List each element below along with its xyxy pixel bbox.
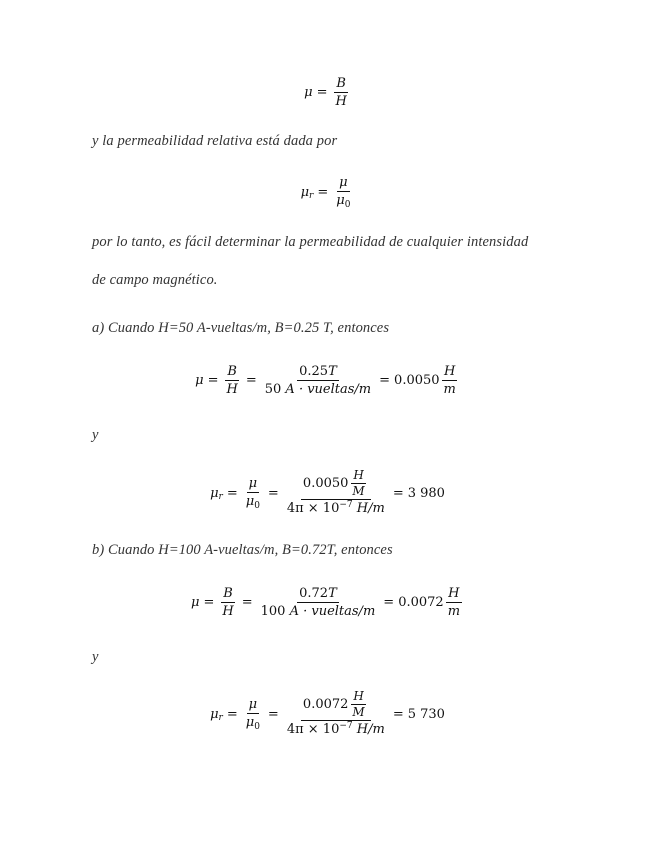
eq5-f2-numerator (297, 586, 339, 603)
eq5-unit-numerator: H (448, 586, 460, 601)
eq6-num-unit-den: M (352, 705, 365, 719)
eq5-lhs: μ (190, 595, 200, 610)
equation-case-a-permeability (0, 364, 655, 397)
eq5-equals-3: = (383, 595, 395, 610)
equation-permeability (0, 76, 655, 109)
eq3-unit-denominator: m (443, 382, 456, 397)
eq4-f1-den-symbol: μ (245, 494, 255, 509)
equation-relative-permeability (0, 175, 655, 210)
eq6-den-unit: H/m (356, 722, 385, 737)
eq6-num-value: 0.0072 (302, 697, 349, 712)
equation-case-b-permeability (0, 586, 655, 619)
eq2-numerator: μ (339, 175, 348, 190)
eq6-num-unit-fraction (350, 690, 366, 719)
eq1-numerator: B (336, 76, 346, 91)
eq5-equals-2: = (241, 595, 253, 610)
eq3-equals-2: = (245, 373, 257, 388)
eq3-result: 0.0050 (394, 373, 440, 388)
eq4-result: 3 980 (407, 486, 445, 501)
eq6-equals-3: = (392, 707, 404, 722)
eq3-fraction-2 (263, 364, 373, 397)
eq5-f1-numerator: B (223, 586, 233, 601)
eq3-unit-fraction (442, 364, 458, 397)
eq3-f1-numerator: B (227, 364, 237, 379)
eq4-num-unit-den: M (352, 484, 365, 498)
eq1-fraction (334, 76, 349, 109)
eq4-num-value: 0.0050 (302, 476, 349, 491)
eq4-den-exponent: −7 (339, 500, 353, 510)
eq3-unit-numerator: H (444, 364, 456, 379)
eq6-lhs (210, 707, 223, 722)
eq4-f1-den-subscript: 0 (254, 501, 260, 511)
eq3-f2-den-unit: A · vueltas/m (285, 382, 372, 397)
eq6-f1-den-symbol: μ (245, 715, 255, 730)
eq6-equals-2: = (267, 707, 279, 722)
case-a-heading: a) Cuando H=50 A-vueltas/m, B=0.25 T, entonces (92, 320, 390, 336)
eq3-f2-num-unit: T (328, 364, 337, 379)
eq5-unit-fraction (446, 586, 462, 619)
eq6-equals-1: = (226, 707, 238, 722)
eq4-fraction-2 (285, 469, 387, 518)
equation-case-a-relative (0, 469, 655, 518)
eq6-result: 5 730 (407, 707, 445, 722)
eq4-equals-2: = (267, 486, 279, 501)
connector-y-2: y (92, 649, 99, 665)
eq2-den-symbol: μ (336, 193, 345, 208)
eq5-equals-1: = (203, 595, 215, 610)
eq4-lhs (210, 486, 223, 501)
eq6-f2-numerator (301, 690, 371, 721)
eq6-f1-numerator: μ (248, 697, 258, 712)
eq5-f1-denominator: H (222, 604, 234, 619)
eq5-f2-denominator (259, 603, 378, 619)
eq3-f2-num-value: 0.25 (299, 364, 329, 379)
eq6-lhs-subscript: r (218, 712, 223, 723)
eq6-fraction-2 (285, 690, 387, 739)
eq4-equals-3: = (392, 486, 404, 501)
eq1-lhs: μ (304, 85, 313, 100)
eq3-f2-numerator (297, 364, 339, 381)
eq5-fraction-2 (259, 586, 378, 619)
eq4-num-unit-num: H (353, 468, 364, 482)
eq6-f2-denominator (285, 721, 387, 739)
eq3-equals-3: = (379, 373, 391, 388)
connector-y-1: y (92, 427, 99, 443)
paragraph-conclusion-line2: de campo magnético. (92, 272, 218, 288)
eq2-fraction (334, 175, 352, 210)
eq2-equals: = (317, 185, 329, 200)
eq5-result: 0.0072 (398, 595, 444, 610)
eq6-num-unit-num: H (353, 689, 364, 703)
eq3-f2-denominator (263, 381, 373, 397)
eq6-f1-den-subscript: 0 (254, 722, 260, 732)
eq1-equals: = (316, 85, 328, 100)
eq2-lhs-subscript: r (309, 190, 314, 201)
eq5-fraction-1 (220, 586, 235, 619)
eq3-f1-denominator: H (226, 382, 238, 397)
equation-case-b-relative (0, 690, 655, 739)
eq3-fraction-1 (224, 364, 239, 397)
eq4-f2-denominator (285, 500, 387, 518)
eq3-equals-1: = (207, 373, 219, 388)
eq6-lhs-symbol: μ (210, 707, 219, 722)
eq5-f2-den-unit: A · vueltas/m (289, 604, 376, 619)
eq4-fraction-1 (244, 476, 262, 511)
eq1-denominator: H (335, 94, 347, 109)
eq5-f2-num-unit: T (328, 586, 337, 601)
eq5-f2-den-value: 100 (260, 604, 286, 619)
case-b-heading: b) Cuando H=100 A-vueltas/m, B=0.72T, entonces (92, 542, 393, 558)
eq4-num-unit-fraction (350, 469, 366, 498)
eq2-den-subscript: 0 (344, 200, 351, 210)
eq3-f2-den-value: 50 (264, 382, 282, 397)
eq4-den-unit: H/m (356, 501, 385, 516)
eq6-fraction-1 (244, 697, 262, 732)
paragraph-conclusion-line1: por lo tanto, es fácil determinar la permeabilidad de cualquier intensidad (92, 234, 529, 250)
eq4-lhs-subscript: r (218, 491, 223, 502)
eq6-den-exponent: −7 (339, 721, 353, 731)
eq2-lhs (301, 185, 314, 200)
eq6-f1-denominator (244, 714, 262, 732)
eq4-equals-1: = (226, 486, 238, 501)
eq6-den-prefix: 4π × 10 (286, 722, 340, 737)
eq3-lhs: μ (195, 373, 204, 388)
eq5-unit-denominator: m (447, 604, 461, 619)
eq5-f2-num-value: 0.72 (299, 586, 329, 601)
eq4-lhs-symbol: μ (210, 486, 219, 501)
eq4-f1-numerator: μ (248, 476, 258, 491)
eq4-f1-denominator (244, 493, 262, 511)
paragraph-relative-intro: y la permeabilidad relativa está dada por (92, 133, 338, 149)
eq2-denominator (334, 192, 352, 210)
eq4-den-prefix: 4π × 10 (286, 501, 340, 516)
eq2-lhs-symbol: μ (300, 185, 310, 200)
eq4-f2-numerator (301, 469, 371, 500)
